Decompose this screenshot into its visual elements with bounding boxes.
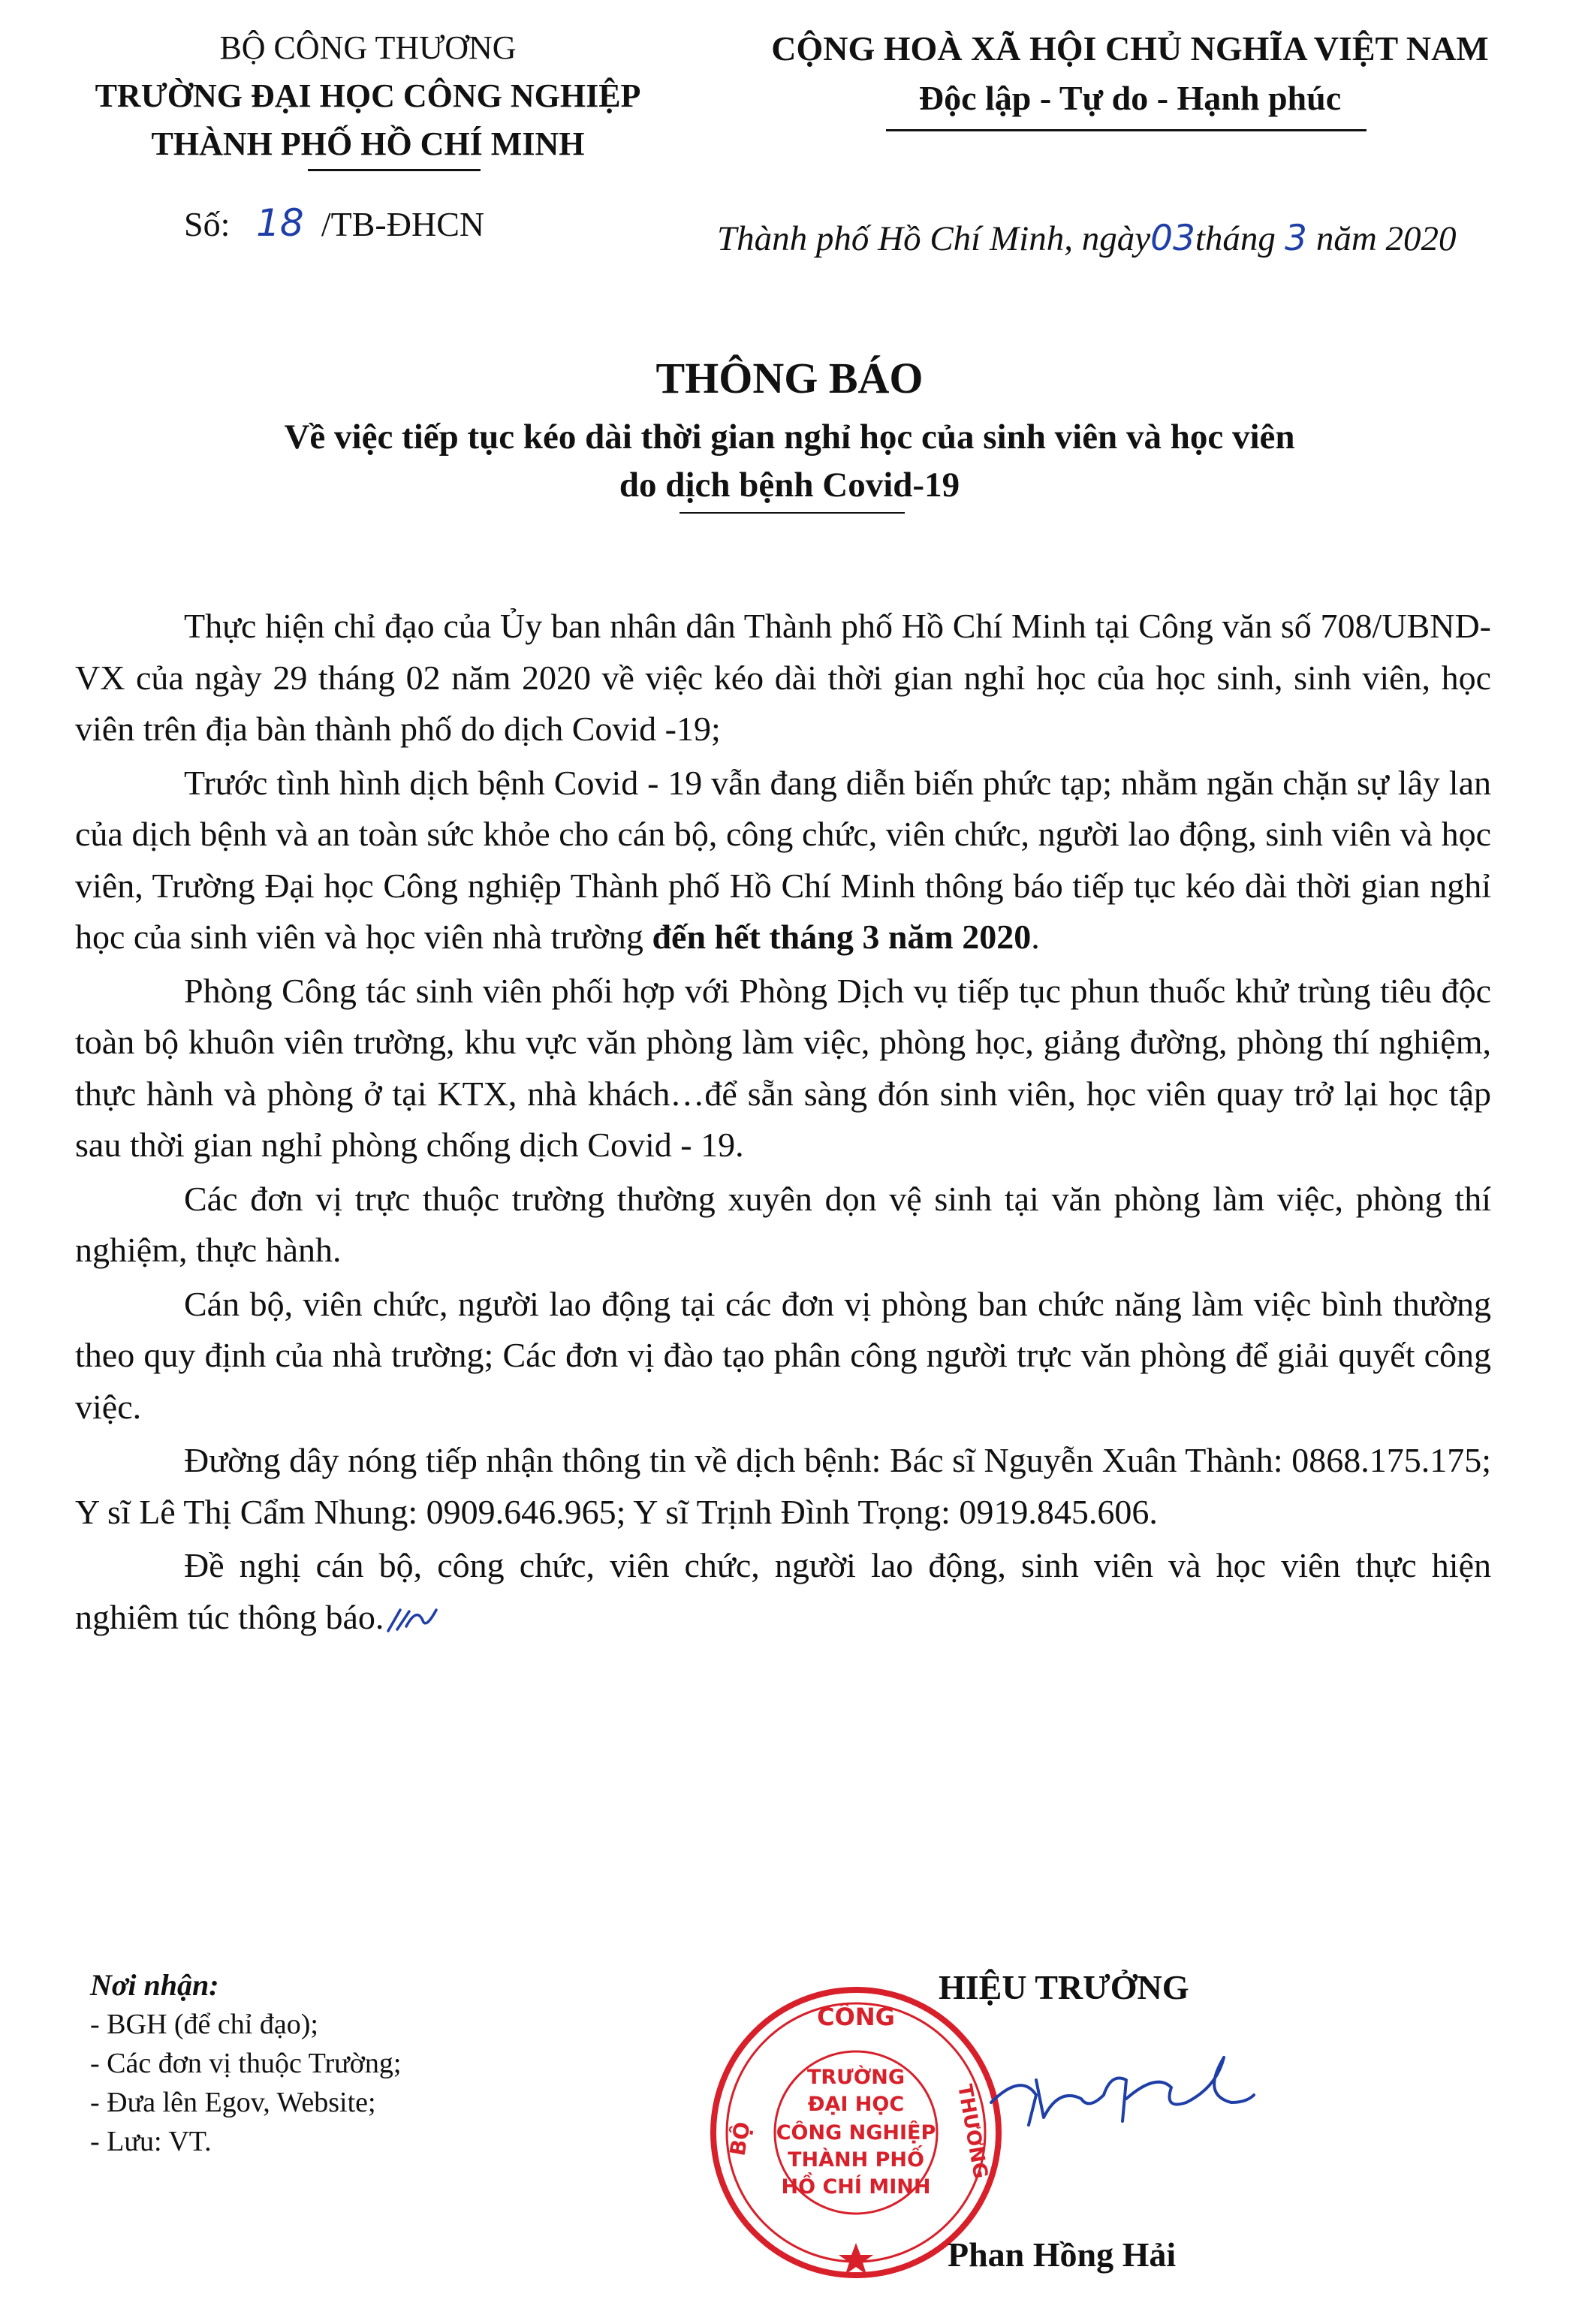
document-title: THÔNG BÁO <box>655 354 924 402</box>
paragraph-2 <box>75 758 1491 963</box>
date-month-label: tháng <box>1195 219 1276 258</box>
ministry-name: BỘ CÔNG THƯƠNG <box>219 29 517 66</box>
recipients-heading: Nơi nhận: <box>90 1968 219 2002</box>
number-code: /TB-ĐHCN <box>321 205 485 243</box>
paragraph-3: Phòng Công tác sinh viên phối hợp với Phòng Dịch vụ tiếp tục phun thuốc khử trùng tiêu độc toàn bộ khuôn viên trường, khu vực văn phòng làm việc, phòng học, giảng đường, phòng thí nghiệm, thực hành và phòng ở tại KTX, nhà khách…để sẵn sàng đón sinh viên, học viên quay trở lại học tập sau thời gian nghỉ phòng chống dịch Covid - 19. <box>75 971 1491 1164</box>
recipient-item: - Đưa lên Egov, Website; <box>90 2087 376 2118</box>
stamp-inner-line: CÔNG NGHIỆP <box>776 2121 936 2145</box>
date-place-day: Thành phố Hồ Chí Minh, ngày <box>717 219 1151 258</box>
document-subtitle <box>0 413 1579 509</box>
signer-name: Phan Hồng Hải <box>948 2235 1177 2274</box>
paragraph-2-end: . <box>1031 918 1040 956</box>
national-header <box>706 24 1554 123</box>
recipient-item: - Lưu: VT. <box>90 2126 212 2157</box>
paragraph-7-text: Đề nghị cán bộ, công chức, viên chức, người lao động, sinh viên và học viên thực hiện nghiêm túc thông báo. <box>75 1546 1491 1636</box>
motto-underline <box>886 129 1367 131</box>
stamp-inner-line: THÀNH PHỐ <box>788 2148 924 2172</box>
recipient-item: - BGH (để chỉ đạo); <box>90 2009 318 2040</box>
paragraph-2-text: Trước tình hình dịch bệnh Covid - 19 vẫn đang diễn biến phức tạp; nhằm ngăn chặn sự lây lan của dịch bệnh và an toàn sức khỏe cho cán bộ, công chức, viên chức, người lao động, sinh viên và học viên, Trường Đại học Công nghiệp Thành phố Hồ Chí Minh thông báo tiếp tục kéo dài thời gian nghỉ học của sinh viên và học viên nhà trường <box>75 763 1491 956</box>
initial-mark-icon <box>384 1604 444 1637</box>
document-body <box>75 601 1491 1645</box>
stamp-left-text: BỘ <box>725 2120 755 2158</box>
paragraph-1: Thực hiện chỉ đạo của Ủy ban nhân dân Thành phố Hồ Chí Minh tại Công văn số 708/UBND-VX của ngày 29 tháng 02 năm 2020 về việc kéo dài thời gian nghỉ học của học sinh, sinh viên, học viên trên địa bàn thành phố do dịch Covid -19; <box>75 607 1491 748</box>
subtitle-line1: Về việc tiếp tục kéo dài thời gian nghỉ học của sinh viên và học viên <box>284 417 1295 457</box>
university-name-line1: TRƯỜNG ĐẠI HỌC CÔNG NGHIỆP <box>95 77 641 114</box>
paragraph-7 <box>75 1540 1491 1643</box>
stamp-star-icon <box>839 2243 873 2274</box>
nation-name: CỘNG HOÀ XÃ HỘI CHỦ NGHĨA VIỆT NAM <box>771 29 1489 68</box>
document-number <box>184 201 484 245</box>
signer-title: HIỆU TRƯỞNG <box>939 1968 1189 2006</box>
handwritten-month: 3 <box>1284 218 1307 259</box>
stamp-inner-line: TRƯỜNG <box>806 2066 906 2089</box>
paragraph-4: Các đơn vị trực thuộc trường thường xuyên dọn vệ sinh tại văn phòng làm việc, phòng thí nghiệm, thực hành. <box>75 1179 1491 1269</box>
recipients-block <box>90 1966 401 2161</box>
handwritten-signature <box>976 2027 1261 2140</box>
recipient-item: - Các đơn vị thuộc Trường; <box>90 2048 402 2079</box>
stamp-inner-line: ĐẠI HỌC <box>807 2093 905 2116</box>
issuing-agency-header <box>45 24 691 168</box>
university-name-line2: THÀNH PHỐ HỒ CHÍ MINH <box>151 125 585 162</box>
national-motto: Độc lập - Tự do - Hạnh phúc <box>918 79 1342 117</box>
paragraph-6: Đường dây nóng tiếp nhận thông tin về dịch bệnh: Bác sĩ Nguyễn Xuân Thành: 0868.175.175; Y sĩ Lê Thị Cẩm Nhung: 0909.646.965; Y sĩ Trịnh Đình Trọng: 0919.845.606. <box>75 1441 1491 1531</box>
stamp-right-text: THƯƠNG <box>953 2082 992 2181</box>
paragraph-2-emphasis: đến hết tháng 3 năm 2020 <box>652 918 1032 956</box>
header-left-underline <box>308 169 481 171</box>
stamp-top-text: CÔNG <box>817 2003 895 2031</box>
subtitle-underline <box>680 512 905 514</box>
issue-date <box>717 218 1457 259</box>
subtitle-line2: do dịch bệnh Covid-19 <box>619 466 960 505</box>
handwritten-day: 03 <box>1150 218 1195 259</box>
stamp-inner-line: HỒ CHÍ MINH <box>781 2175 931 2199</box>
handwritten-number: 18 <box>256 201 304 245</box>
date-year: năm 2020 <box>1315 219 1457 258</box>
paragraph-5: Cán bộ, viên chức, người lao động tại các đơn vị phòng ban chức năng làm việc bình thường theo quy định của nhà trường; Các đơn vị đào tạo phân công người trực văn phòng để giải quyết công việc. <box>75 1284 1491 1426</box>
number-prefix: Số: <box>184 205 231 243</box>
